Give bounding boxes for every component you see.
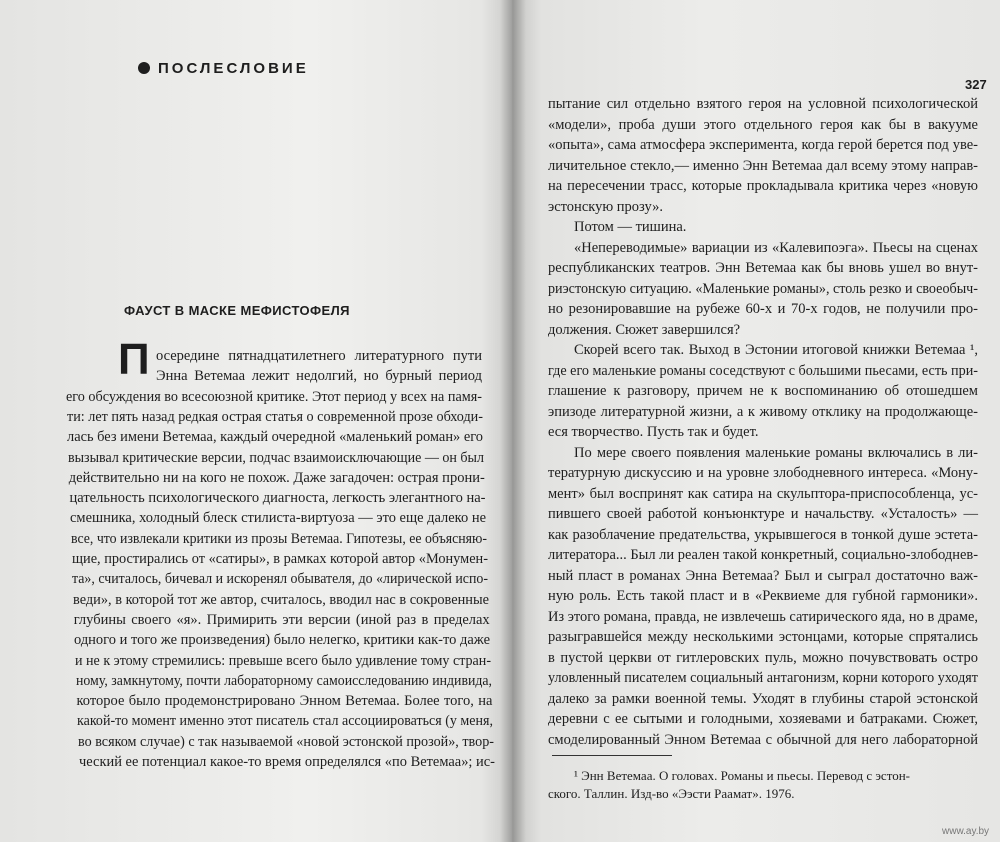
text-line: Из этого романа, правда, не извлечешь сатирического яда, но в драме, [548,608,978,625]
text-line: та», считалось, бичевал и искоренял обывателя, до «лирической испо- [72,571,489,588]
right-page [512,0,1000,842]
page-number: 327 [965,77,987,92]
text-line: еся творчество. Пусть так и будет. [548,424,759,440]
book-gutter [500,0,526,842]
text-line: «опыта», сама атмосфера эксперимента, когда герой берется под уве- [548,137,978,153]
text-line: Энна Ветемаа лежит недолгий, но бурный период [156,368,482,385]
text-line: какой-то момент именно этот писатель стал ассоциироваться (у меня, [77,713,494,730]
text-line: действительно ни на кого не похож. Даже загадочен: острая прони- [68,469,485,486]
text-line: Потом — тишина. [574,219,687,235]
text-line: ¹ Энн Ветемаа. О головах. Романы и пьесы. Перевод с эстон- [574,768,910,783]
text-line: деревни с ее сытыми и голодными, хозяевами и батраками. Сюжет, [548,711,978,727]
text-line: вызывал критические версии, подчас взаимоисключающие — он был [68,449,485,466]
bullet-dot-icon [138,62,150,74]
text-line: как разоблачение предательства, укрывшегося в тонкой душе эстета- [548,526,978,543]
chapter-heading [138,60,309,77]
text-line: цательность психологического диагноста, легкость элегантного на- [69,490,486,507]
drop-cap: П [118,335,150,384]
watermark: www.ay.by [942,826,990,837]
text-line: мент» был воспринят как сатира на скульптора-приспособленца, ус- [548,485,978,502]
text-line: и не к этому стремились: превыше всего было удивление тому стран- [75,652,492,669]
section-title: ФАУСТ В МАСКЕ МЕФИСТОФЕЛЯ [124,303,350,318]
text-line: все, что извлекали критики из прозы Ветемаа. Гипотезы, ее объясняю- [70,530,487,547]
text-line: но резонировавшие на рубеже 60-х и 70-х годов, не получили про- [548,301,978,317]
text-line: во всяком случае) с так называемой «новой эстонской прозой», твор- [77,733,494,750]
text-line: в пустой церкви от гитлеровских пуль, можно почувствовать остро [548,649,978,666]
text-line: ти: лет пять назад редкая острая статья о современной прозе обходи- [66,408,483,425]
text-line: его обсуждения во всесоюзной критике. Этот период у всех на памя- [66,388,482,405]
text-line: далеко за рамки военной темы. Уходят в глубины старой эстонской [548,690,978,707]
text-line: эпизоде литературной жизни, а к живому отклику на продолжающе- [548,403,978,420]
text-line: пытание сил отдельно взятого героя на условной психологической [548,96,978,112]
footnote-divider [552,755,672,756]
text-line: литератора... Был ли реален такой конкретный, социально-злободнев- [548,547,978,563]
text-line: Скорей всего так. Выход в Эстонии итоговой книжки Ветемаа ¹, [574,342,978,358]
text-line: которое было продемонстрировано Энном Ветемаа. Более того, на [76,693,493,710]
text-line: смоделированный Энном Ветемаа с обычной для него лабораторной [548,731,978,748]
text-line: ную роль. Есть такой пласт и в «Реквиеме для губной гармоники». [548,588,978,604]
text-line: «Непереводимые» вариации из «Калевипоэга». Пьесы на сценах [574,239,978,256]
text-line: должения. Сюжет завершился? [548,321,741,338]
chapter-title: ПОСЛЕСЛОВИЕ [158,60,309,77]
text-line: риэстонскую ситуацию. «Маленькие романы», столь резко и своеобыч- [548,280,978,297]
text-line: «модели», проба души этого отдельного героя как бы в вакууме [548,116,978,133]
text-line: ского. Таллин. Изд-во «Ээсти Раамат». 1976. [548,786,795,801]
text-line: разыгравшейся между несколькими эстонцами, которые спрятались [548,629,978,645]
text-line: осередине пятнадцатилетнего литературного пути [156,348,482,364]
text-line: республиканских театров. Энн Ветемаа как бы вновь ушел во внут- [548,260,978,276]
text-line: где его маленькие романы соседствуют с большими пьесами, есть при- [548,362,978,379]
text-line: смешника, холодный блеск стилиста-виртуоза — это еще далеко не [70,510,487,527]
text-line: одного и того же произведения) было нелегко, критики как-то даже [74,632,491,649]
text-line: веди», в которой тот же автор, считалось, вводил нас в сокровенные [73,591,489,608]
text-line: ческий ее потенциал какое-то время определялся «по Ветемаа»; ис- [78,754,495,770]
text-line: лась без имени Ветемаа, каждый очередной «маленький роман» его [67,429,484,446]
text-line: личительное стекло,— именно Энн Ветемаа дал всему этому направ- [548,157,978,174]
text-line: По мере своего появления маленькие романы включались в ли- [574,444,978,461]
text-line: глубины своего «я». Примирить эти версии (иной раз в пределах [73,611,490,628]
text-line: уловленный писателем социальный антагонизм, корни которого уходят [548,670,978,686]
text-line: на пересечении трасс, которые прокладывала критика через «новую [548,178,978,194]
text-line: тературную дискуссию и на уровне злободневного интереса. «Мону- [548,465,978,481]
text-line: пившего своей работой конъюнктуре и начальству. «Усталость» — [548,506,978,522]
text-line: ный пласт в романах Энна Ветемаа? Был и сыграл достаточно важ- [548,567,978,584]
text-line: глашение к разговору, причем не к воспоминанию об отошедшем [548,383,978,399]
text-line: щие, простирались от «сатиры», в рамках которой автор «Монумен- [71,551,488,567]
text-line: эстонскую прозу». [548,198,663,215]
text-line: ному, замкнутому, почти лабораторному самоисследованию индивида, [75,672,492,689]
